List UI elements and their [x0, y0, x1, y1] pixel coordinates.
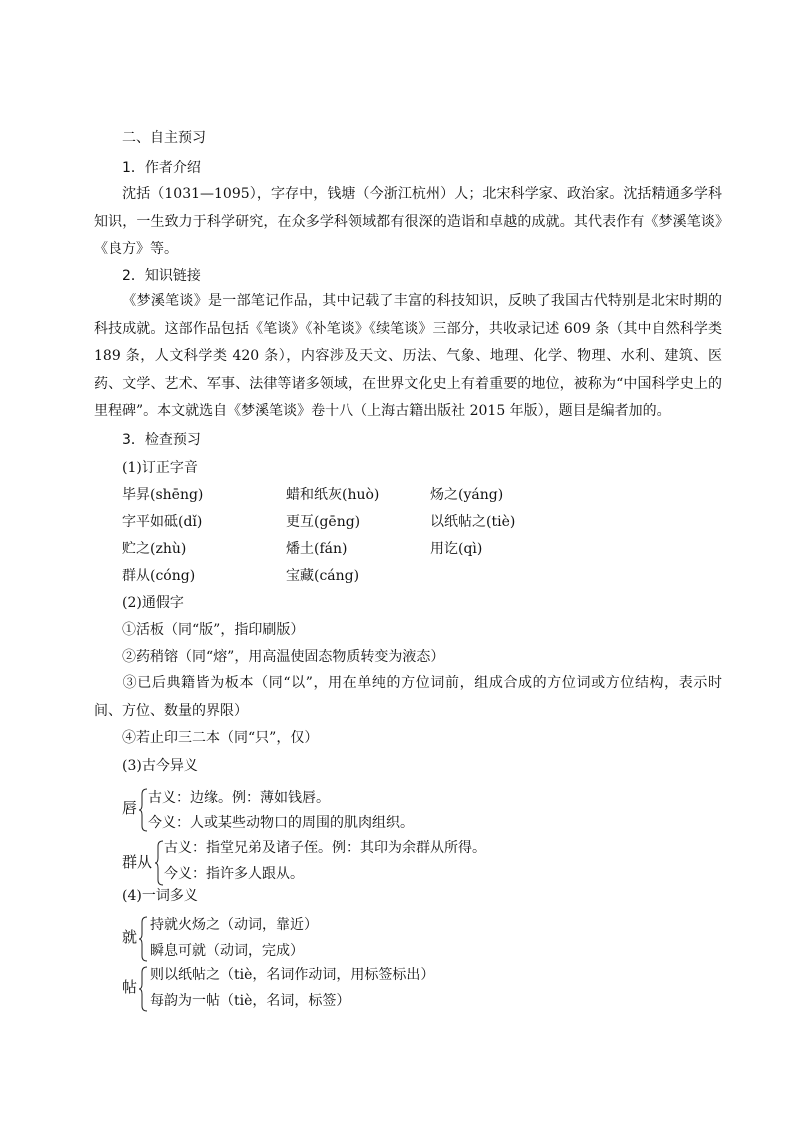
tongjia-item: ②药稍镕（同“熔”，用高温使固态物质转变为液态）	[122, 649, 445, 665]
pronunciation-item: 群从(cóng)	[122, 568, 196, 584]
yici-sense: 持就火炀之（动词，靠近）	[150, 917, 318, 933]
gujin-label: (3)古今异义	[122, 758, 198, 774]
pronunciation-item: 燔土(fán)	[286, 541, 348, 557]
pronunciation-item: 宝藏(cáng)	[286, 568, 360, 584]
yici-sense: 则以纸帖之（tiè，名词作动词，用标签标出）	[150, 967, 435, 983]
knowledge-link-paragraph	[94, 288, 722, 426]
gujin-ancient: 古义：边缘。例：薄如钱唇。	[148, 790, 330, 806]
brace-icon	[138, 788, 148, 832]
gujin-ancient: 古义：指堂兄弟及诸子侄。例：其印为余群从所得。	[164, 840, 486, 856]
author-intro-heading: 1．作者介绍	[122, 160, 201, 176]
brace-icon	[154, 840, 164, 886]
yici-word: 就	[122, 928, 138, 946]
pronunciation-label: (1)订正字音	[122, 460, 198, 476]
tongjia-item-text: ③已后典籍皆为板本（同“以”，用在单纯的方位词前，组成合成的方位词或方位结构，表示时间、方位、数量的界限）	[94, 675, 722, 719]
tongjia-item: ①活板（同“版”，指印刷版）	[122, 622, 305, 638]
pronunciation-item: 毕昇(shēng)	[122, 487, 204, 503]
yici-word: 帖	[122, 978, 138, 996]
tongjia-label: (2)通假字	[122, 595, 184, 611]
yici-label: (4)一词多义	[122, 888, 198, 904]
pronunciation-item: 蜡和纸灰(huò)	[286, 487, 380, 503]
author-intro-text: 沈括（1031—1095），字存中，钱塘（今浙江杭州）人；北宋科学家、政治家。沈括精通多学科知识，一生致力于科学研究，在众多学科领域都有很深的造诣和卓越的成就。其代表作有《梦溪笔谈》《良方》等。	[94, 186, 722, 257]
pronunciation-item: 以纸帖之(tiè)	[430, 514, 516, 530]
section-title: 二、自主预习	[122, 130, 206, 146]
knowledge-link-heading: 2．知识链接	[122, 268, 201, 284]
tongjia-item: ④若止印三二本（同“只”，仅）	[122, 730, 319, 746]
gujin-modern: 今义：人或某些动物口的周围的肌肉组织。	[148, 815, 414, 831]
yici-sense: 每韵为一帖（tiè，名词，标签）	[150, 993, 351, 1009]
gujin-word: 唇	[122, 799, 138, 817]
tongjia-item-long	[94, 670, 722, 725]
pronunciation-item: 炀之(yáng)	[430, 487, 504, 503]
pronunciation-item: 字平如砥(dǐ)	[122, 514, 203, 530]
gujin-modern: 今义：指许多人跟从。	[164, 866, 304, 882]
pronunciation-item: 更互(gēng)	[286, 514, 361, 530]
knowledge-link-text: 《梦溪笔谈》是一部笔记作品，其中记载了丰富的科技知识，反映了我国古代特别是北宋时期的科技成就。这部作品包括《笔谈》《补笔谈》《续笔谈》三部分，共收录记述 609 条（其中自然科学类 189 条，人文科学类 420 条），内容涉及天文、历法、气象、地理、化学、物理、水利、建筑、医药、文学、艺术、军事、法律等诸多领域，在世界文化史上有着重要的地位，被称为“中国科学史上的里程碑”。本文就选自《梦溪笔谈》卷十八（上海古籍出版社 2015 年版），题目是编者加的。	[94, 293, 722, 419]
gujin-word: 群从	[122, 853, 153, 871]
yici-sense: 瞬息可就（动词，完成）	[150, 943, 304, 959]
pronunciation-item: 用讫(qì)	[430, 541, 483, 557]
pronunciation-item: 贮之(zhù)	[122, 541, 187, 557]
author-intro-paragraph	[94, 181, 722, 264]
brace-icon	[138, 916, 148, 962]
brace-icon	[138, 966, 148, 1012]
preview-check-heading: 3．检查预习	[122, 432, 201, 448]
